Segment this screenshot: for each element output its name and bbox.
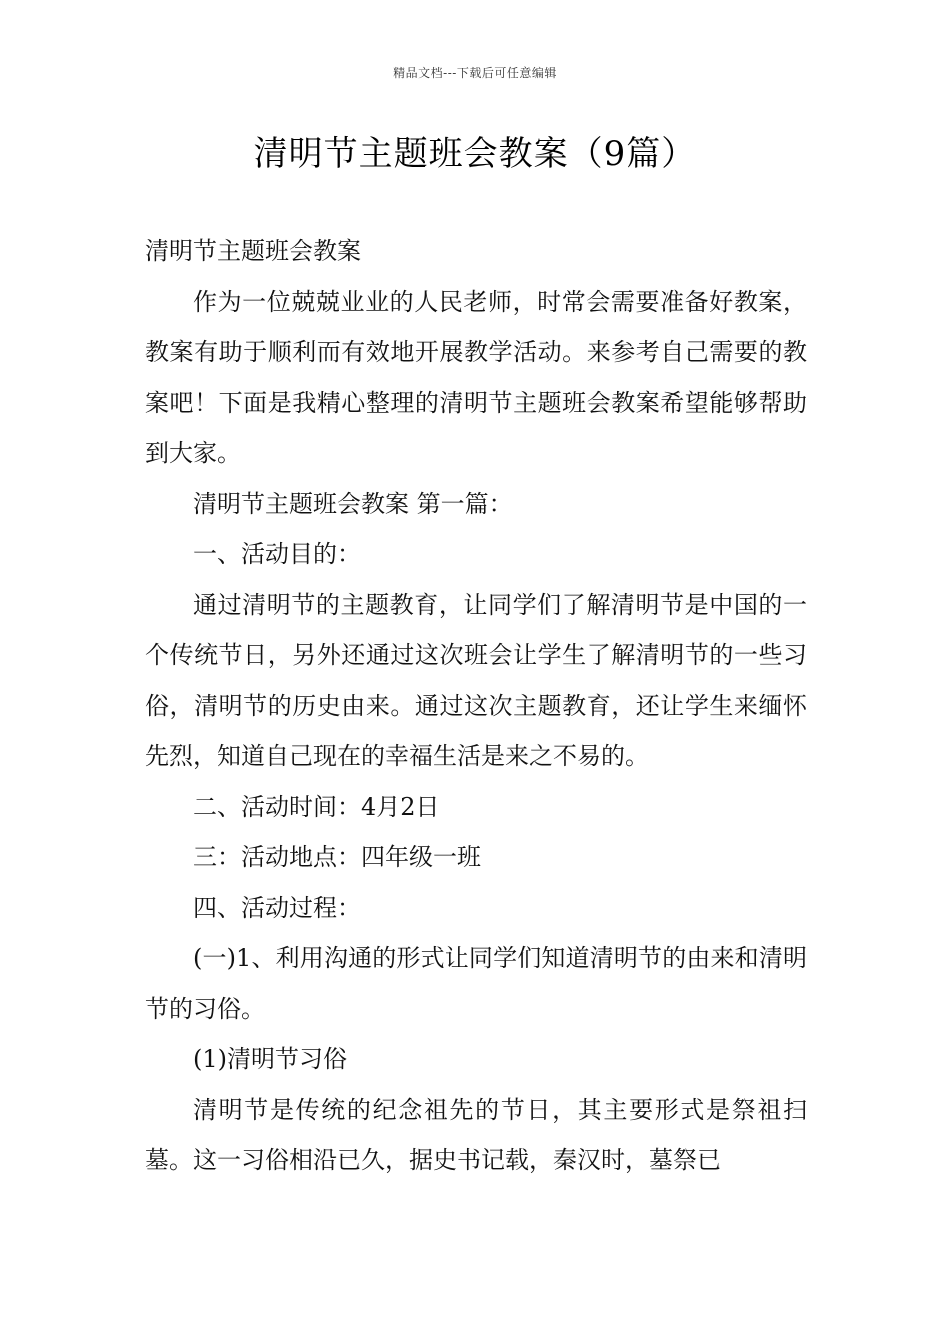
activity-purpose-heading: 一、活动目的： bbox=[193, 540, 361, 568]
customs-paragraph: 清明节是传统的纪念祖先的节日，其主要形式是祭祖扫墓。这一习俗相沿已久，据史书记载，秦汉时，墓祭已 bbox=[145, 1095, 807, 1174]
process-step-one: (一)1、利用沟通的形式让同学们知道清明节的由来和清明节的习俗。 bbox=[145, 944, 807, 1023]
document-title: 清明节主题班会教案（9篇） bbox=[253, 134, 697, 174]
activity-purpose-paragraph: 通过清明节的主题教育，让同学们了解清明节是中国的一个传统节日，另外还通过这次班会让学生了解清明节的一些习俗，清明节的历史由来。通过这次主题教育，还让学生来缅怀先烈，知道自己现在的幸福生活是来之不易的。 bbox=[145, 590, 807, 770]
chapter-heading: 清明节主题班会教案 第一篇： bbox=[193, 489, 513, 518]
section-heading: 清明节主题班会教案 bbox=[145, 237, 361, 265]
activity-time: 二、活动时间：4月2日 bbox=[193, 792, 440, 821]
activity-process-heading: 四、活动过程： bbox=[193, 893, 361, 922]
document-body bbox=[145, 226, 807, 1186]
customs-heading: (1)清明节习俗 bbox=[193, 1045, 347, 1073]
header-note: 精品文档---下载后可任意编辑 bbox=[393, 66, 557, 80]
intro-paragraph: 作为一位兢兢业业的人民老师，时常会需要准备好教案，教案有助于顺利而有效地开展教学活动。来参考自己需要的教案吧！下面是我精心整理的清明节主题班会教案希望能够帮助到大家。 bbox=[145, 287, 807, 467]
activity-location: 三：活动地点：四年级一班 bbox=[193, 843, 481, 871]
